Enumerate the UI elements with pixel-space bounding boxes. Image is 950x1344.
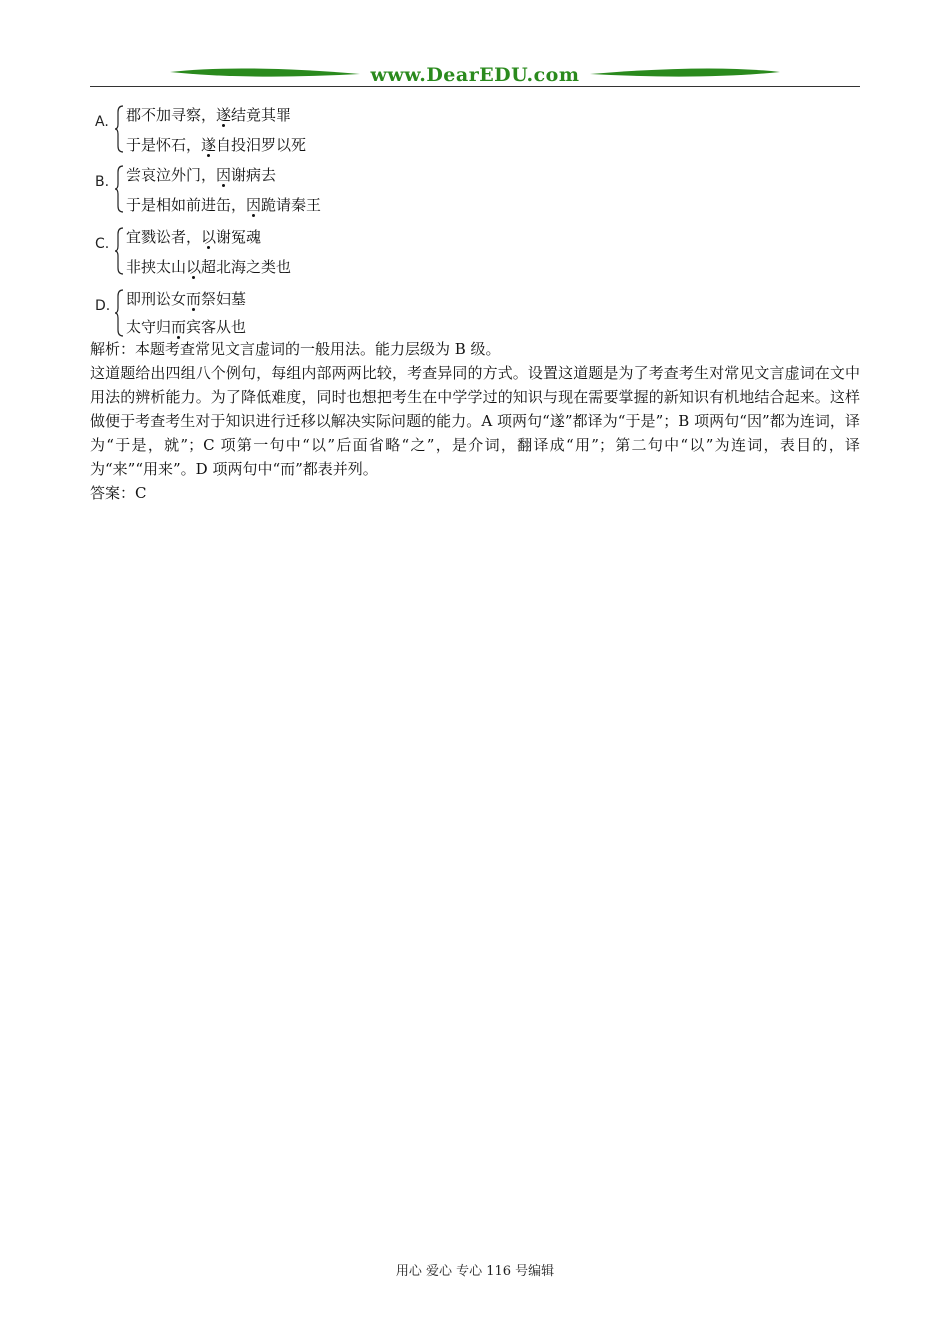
option-sentence-1: 尝哀泣外门，因谢病去 <box>126 166 277 184</box>
brace-icon <box>114 164 124 214</box>
dotted-function-word: 以 <box>201 228 217 246</box>
answer-line: 答案：C <box>90 484 147 502</box>
option-letter: C. <box>95 236 110 252</box>
analysis-heading-line: 解析：本题考查常见文言虚词的一般用法。能力层级为 B 级。 <box>90 340 501 358</box>
option-letter: A. <box>95 114 109 130</box>
page-footer: 用心 爱心 专心 116 号编辑 <box>395 1264 555 1279</box>
option-sentence-2: 于是相如前进缶，因跪请秦王 <box>126 196 322 214</box>
option-sentence-2: 太守归而宾客从也 <box>126 318 247 336</box>
option-letter: B. <box>95 174 110 190</box>
analysis-body: 这道题给出四组八个例句，每组内部两两比较，考查异同的方式。设置这道题是为了考查考生对常见文言虚词在文中用法的辨析能力。为了降低难度，同时也想把考生在中学学过的知识与现在需要掌握的新知识有机地结合起来。这样做便于考查考生对于知识进行迁移以解决实际问题的能力。A 项两句“遂”都译为“于是”；B 项两句“因”都为连词，译为“于是，就”；C 项第一句中“以”后面省略“之”，是介词，翻译成“用”；第二句中“以”为连词，表目的，译为“来”“用来”。D 项两句中“而”都表并列。 <box>90 364 860 478</box>
analysis-section <box>90 337 860 505</box>
brace-icon <box>114 226 124 276</box>
dotted-function-word: 遂 <box>216 106 232 124</box>
option-sentence-2: 于是怀石，遂自投汨罗以死 <box>126 136 307 154</box>
option-letter: D. <box>95 298 111 314</box>
brace-icon <box>114 288 124 338</box>
dotted-function-word: 而 <box>186 290 202 308</box>
option-sentence-2: 非挟太山以超北海之类也 <box>126 258 292 276</box>
dotted-function-word: 因 <box>216 166 232 184</box>
brace-icon <box>114 104 124 154</box>
option-sentence-1: 即刑讼女而祭妇墓 <box>126 290 247 308</box>
dotted-function-word: 因 <box>246 196 262 214</box>
header-rule <box>90 86 860 87</box>
option-sentence-1: 郡不加寻察，遂结竟其罪 <box>126 106 292 124</box>
dotted-function-word: 遂 <box>201 136 217 154</box>
option-sentence-1: 宜戮讼者，以谢冤魂 <box>126 228 262 246</box>
dotted-function-word: 而 <box>171 318 187 336</box>
dotted-function-word: 以 <box>186 258 202 276</box>
site-logo: www.DearEDU.com <box>370 64 580 86</box>
